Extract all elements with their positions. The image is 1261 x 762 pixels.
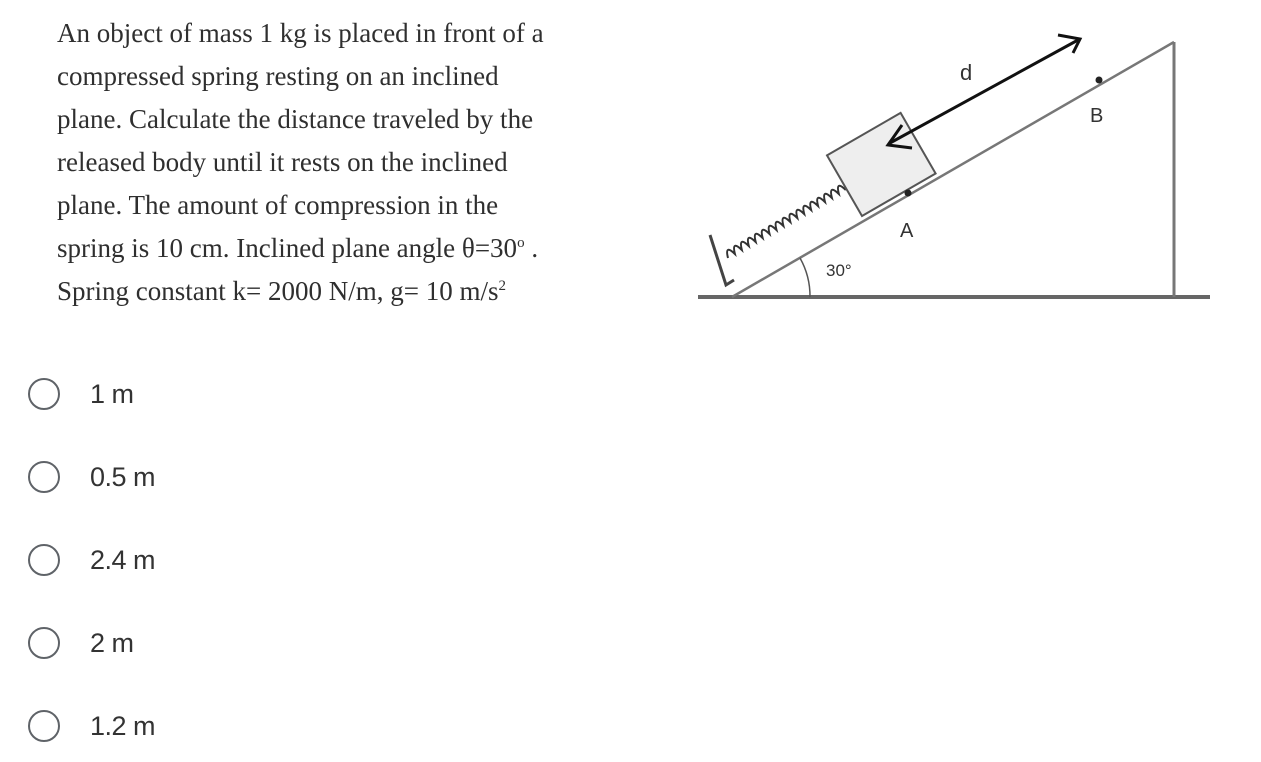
question-line [57, 227, 687, 270]
question-line: plane. The amount of compression in the [57, 190, 499, 220]
radio-button[interactable] [28, 710, 60, 742]
question-text [57, 12, 687, 313]
question-line-text: Spring constant k= 2000 N/m, g= 10 m/s [57, 276, 499, 306]
radio-button[interactable] [28, 378, 60, 410]
answer-option-4[interactable] [28, 623, 134, 663]
answer-option-3[interactable] [28, 540, 155, 580]
radio-button[interactable] [28, 461, 60, 493]
inclined-plane-figure [690, 20, 1220, 320]
option-label: 2.4 m [90, 544, 156, 575]
answer-option-5[interactable] [28, 706, 155, 746]
point-b-dot [1096, 77, 1103, 84]
option-label: 1 m [90, 378, 134, 409]
radio-button[interactable] [28, 544, 60, 576]
distance-label: d [960, 60, 973, 85]
compressed-spring [725, 184, 846, 258]
question-line: plane. Calculate the distance traveled by the [57, 104, 534, 134]
distance-arrow [890, 40, 1078, 143]
question-line [57, 270, 687, 313]
radio-button[interactable] [28, 627, 60, 659]
answer-option-2[interactable] [28, 457, 155, 497]
point-a-dot [905, 190, 912, 197]
question-line: released body until it rests on the inclined [57, 147, 508, 177]
degree-superscript: o [517, 235, 525, 251]
question-line: An object of mass 1 kg is placed in front of a [57, 18, 544, 48]
squared-superscript: 2 [498, 278, 506, 294]
option-label: 0.5 m [90, 461, 156, 492]
question-line-text: spring is 10 cm. Inclined plane angle θ=30 [57, 233, 518, 263]
incline-surface [732, 42, 1174, 297]
option-label: 2 m [90, 627, 134, 658]
angle-label: 30° [826, 261, 852, 280]
answer-option-1[interactable] [28, 374, 134, 414]
angle-arc [800, 258, 810, 297]
point-b-label: B [1090, 105, 1104, 127]
question-line-text: . [524, 233, 539, 263]
option-label: 1.2 m [90, 710, 156, 741]
point-a-label: A [900, 220, 914, 242]
question-line: compressed spring resting on an inclined [57, 61, 499, 91]
spring-base [710, 235, 734, 285]
